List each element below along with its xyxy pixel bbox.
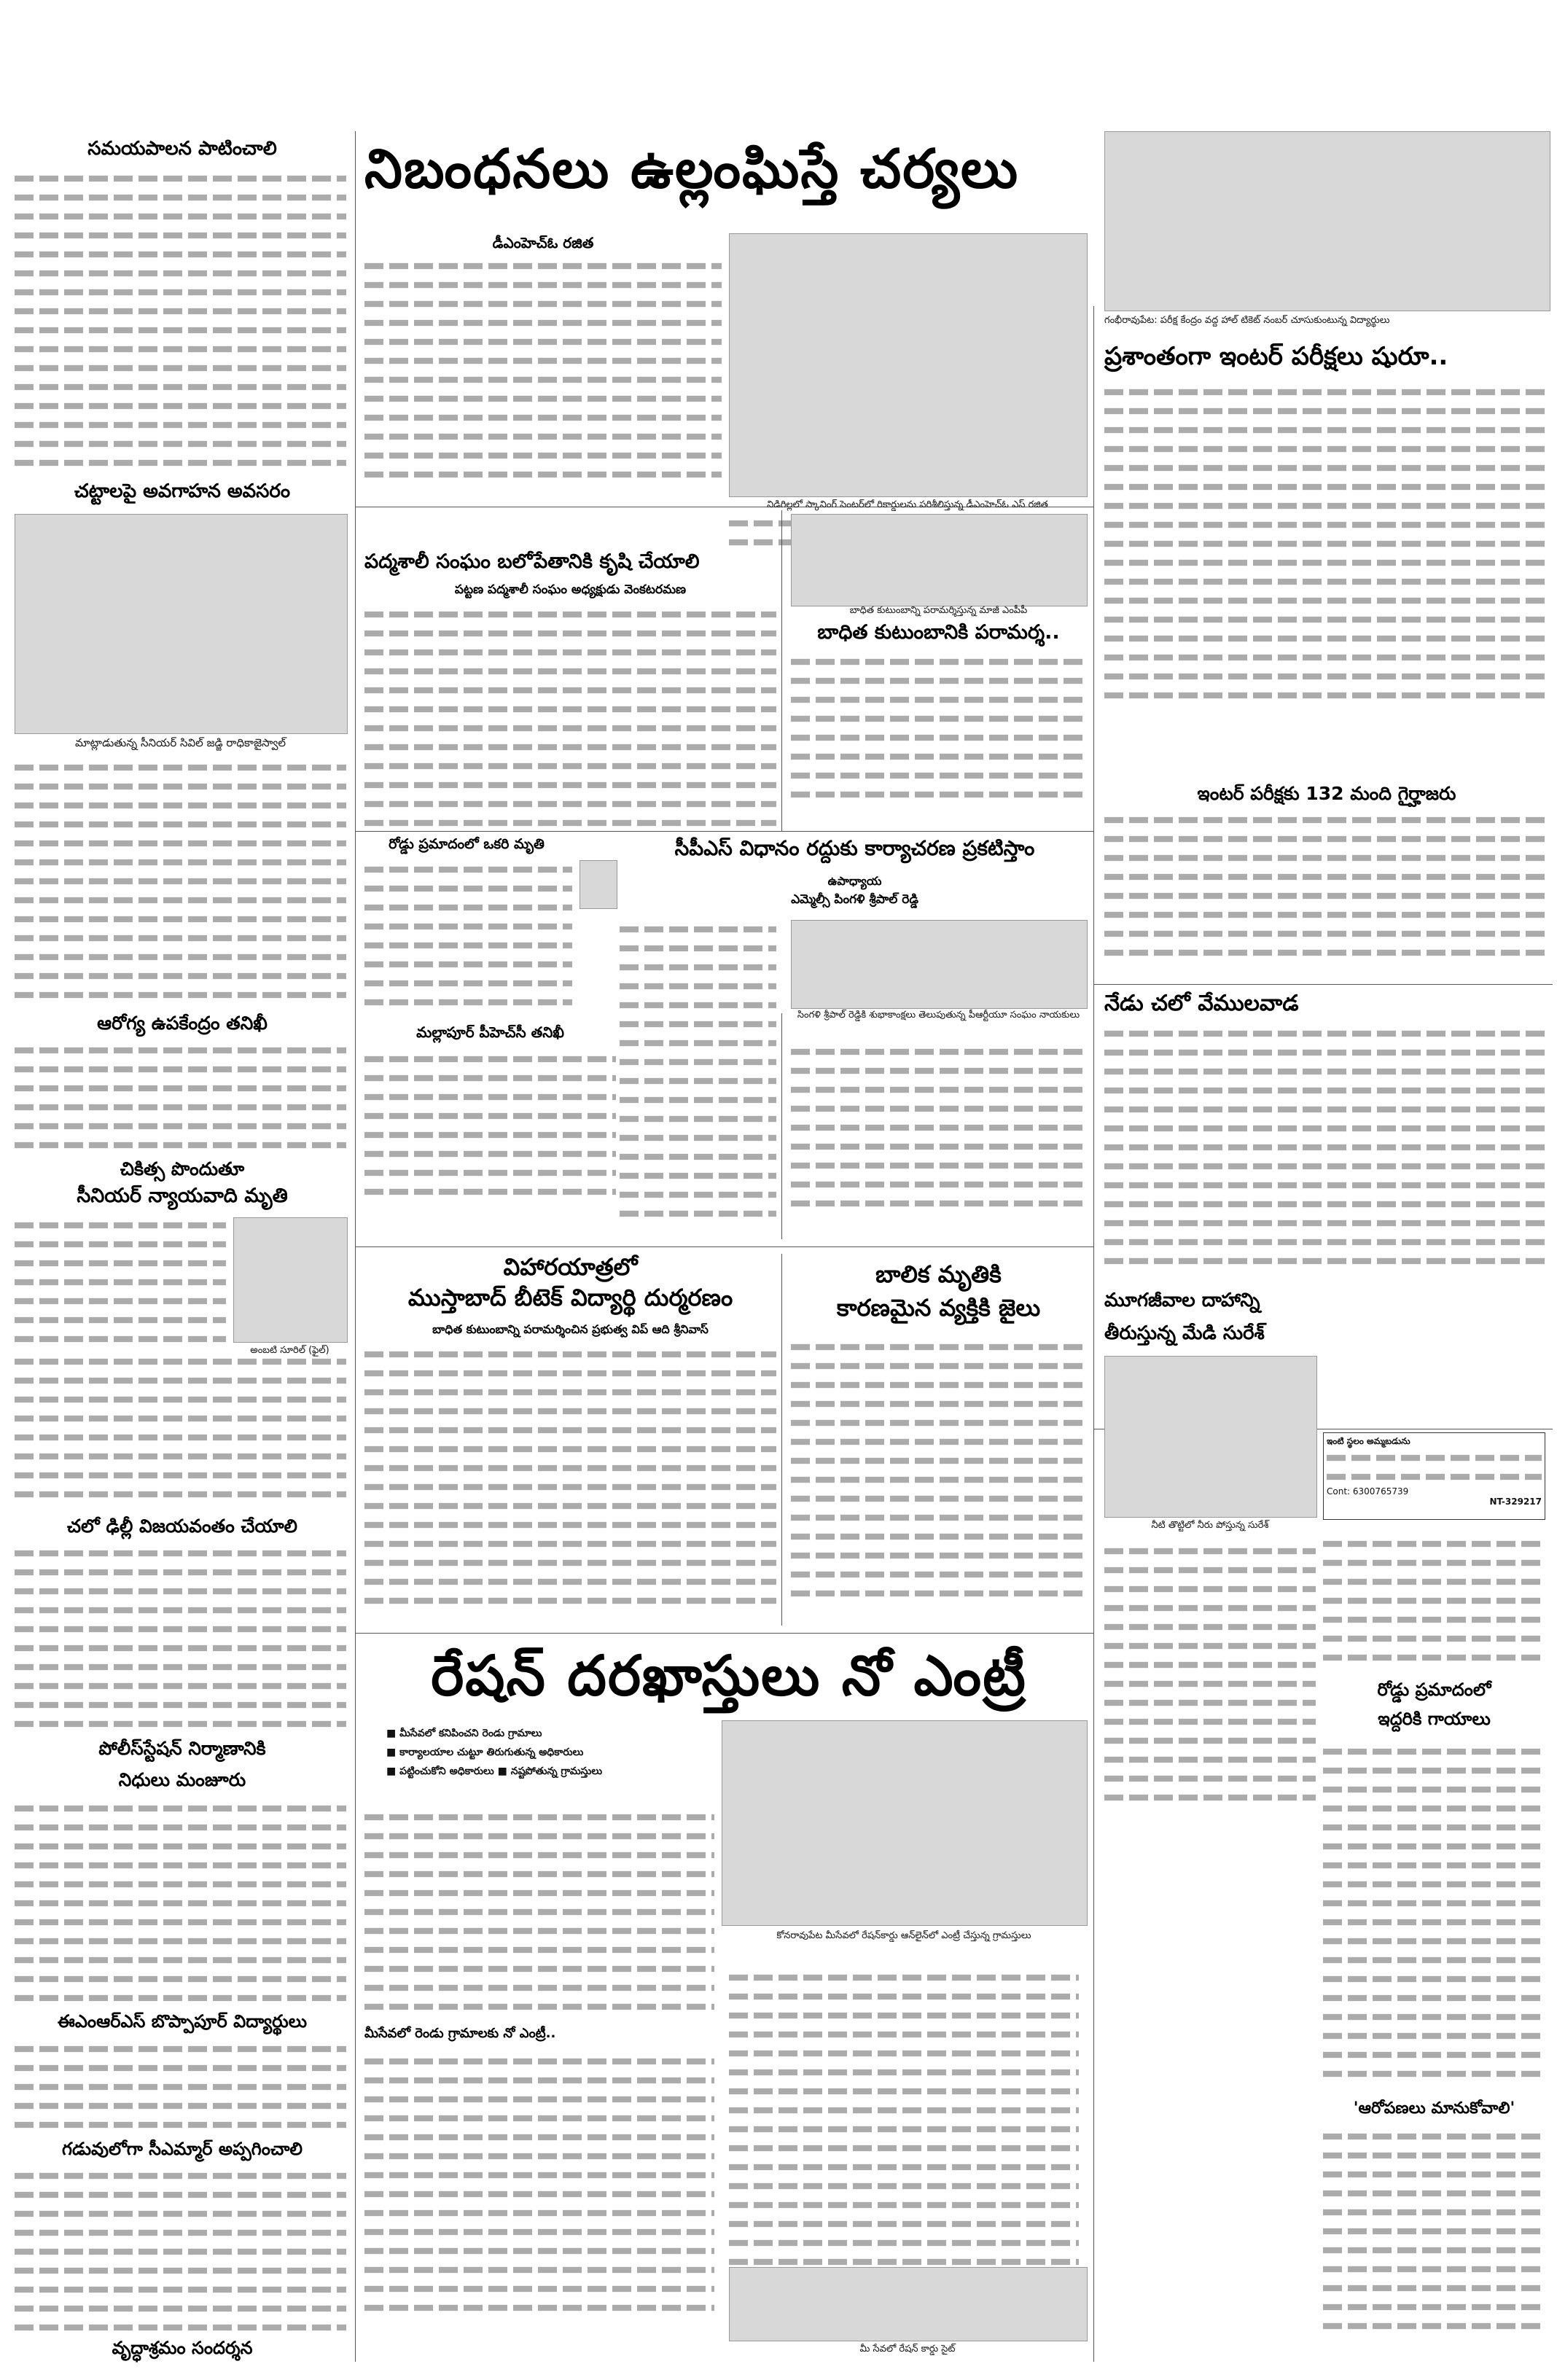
left-article-5 xyxy=(15,1544,346,1733)
padmashali-subhead: పట్టణ పద్మశాలీ సంఘం అధ్యక్షుడు వెంకటరమణ xyxy=(454,582,687,597)
column-divider xyxy=(781,1254,782,1626)
left-article-6 xyxy=(15,1799,346,2008)
family-article xyxy=(791,652,1086,804)
ration-headline: రేషన్ దరఖాస్తులు నో ఎంట్రీ xyxy=(431,1643,1027,1708)
girl-headline-2: కారణమైన వ్యక్తికి జైలు xyxy=(836,1294,1041,1322)
animals-article-cont xyxy=(1323,1534,1545,1667)
ad-title: ఇంటి స్థలం అమ్మబడును xyxy=(1327,1436,1410,1446)
injury-headline-1: రోడ్డు ప్రమాదంలో xyxy=(1377,1679,1491,1700)
vemulawada-article xyxy=(1104,1024,1549,1271)
lawyer-photo xyxy=(233,1217,348,1343)
family-photo-caption: బాధిత కుటుంబాన్ని పరామర్శిస్తున్న మాజీ ఎంపీపీ xyxy=(849,605,1028,616)
ration-bullets xyxy=(386,1724,707,1781)
road-headline: రోడ్డు ప్రమాదంలో ఒకరి మృతి xyxy=(389,836,545,852)
left-headline-8: గడువులోగా సీఎమ్మార్ అప్పగించాలి xyxy=(61,2139,303,2159)
exam-photo-caption: గంభీరావుపేట: పరీక్ష కేంద్రం వద్ద హాల్ టికెట్ నంబర్ చూసుకుంటున్న విద్యార్థులు xyxy=(1104,315,1390,326)
absent-article xyxy=(1104,811,1549,962)
cps-subhead-2: ఎమ్మెల్సీ పింగళి శ్రీపాల్ రెడ్డి xyxy=(791,892,918,907)
left-headline-3: ఆరోగ్య ఉపకేంద్రం తనిఖీ xyxy=(97,1013,268,1034)
ration-subhead: మీసేవలో రెండు గ్రామాలకు నో ఎంట్రీ.. xyxy=(364,2026,556,2041)
main-photo-caption: నిడిగిల్లలో స్కానింగ్ సెంటర్‌లో రికార్డులను పరిశీలిస్తున్న డీఎంహెచ్‌ఓ ఎస్ రజిత xyxy=(767,499,1048,510)
vemulawada-headline: నేడు చలో వేములవాడ xyxy=(1104,991,1299,1016)
tour-subhead: బాధిత కుటుంబాన్ని పరామర్శించిన ప్రభుత్వ విప్ ఆది శ్రీనివాస్ xyxy=(432,1322,709,1336)
ration-article-col2 xyxy=(729,1968,1079,2271)
ration-bullet: ■ మీసేవలో కనిపించని రెండు గ్రామాలు xyxy=(386,1728,542,1739)
padmashali-article xyxy=(364,605,776,832)
column-divider xyxy=(1093,306,1094,2362)
lawyer-photo-caption: అంబటి సూరిల్ (ఫైల్) xyxy=(250,1345,329,1356)
phc-article xyxy=(364,1050,616,1201)
absent-headline: ఇంటర్ పరీక్షకు 132 మంది గైర్హాజరు xyxy=(1197,783,1456,804)
ration-bullet: ■ కార్యాలయాల చుట్టూ తిరుగుతున్న అధికారులు xyxy=(386,1747,584,1758)
left-article-1 xyxy=(15,169,346,472)
cps-headline: సీపీఎస్ విధానం రద్దుకు కార్యాచరణ ప్రకటిస్తాం xyxy=(674,836,1035,860)
left-headline-4b: సీనియర్ న్యాయవాది మృతి xyxy=(77,1185,288,1207)
ration-photo-2 xyxy=(729,2267,1088,2341)
injury-headline-2: ఇద్దరికి గాయాలు xyxy=(1378,1709,1491,1729)
tank-photo-caption: నీటి తొట్టిలో నీరు పోస్తున్న సురేశ్ xyxy=(1151,1520,1269,1531)
allegations-article xyxy=(1323,2127,1545,2336)
left-article-7 xyxy=(15,2040,346,2134)
section-divider xyxy=(1093,984,1553,985)
girl-article xyxy=(791,1338,1086,1603)
left-headline-9: వృద్ధాశ్రమం సందర్శన xyxy=(112,2338,253,2358)
family-photo xyxy=(791,514,1088,606)
main-photo xyxy=(729,233,1088,497)
left-headline-4a: చికిత్స పొందుతూ xyxy=(120,1158,245,1179)
left-article-2 xyxy=(15,758,346,1004)
left-headline-6b: నిధులు మంజూరు xyxy=(118,1769,246,1790)
left-article-8 xyxy=(15,2166,346,2337)
exam-headline: ప్రశాంతంగా ఇంటర్ పరీక్షలు షురూ.. xyxy=(1104,342,1448,371)
cps-article xyxy=(620,920,776,1223)
left-article-3 xyxy=(15,1041,346,1155)
tour-headline-2: ముస్తాబాద్ బీటెక్ విద్యార్థి దుర్మరణం xyxy=(407,1284,733,1311)
section-divider xyxy=(355,1246,1093,1247)
column-divider xyxy=(781,1013,782,1239)
allegations-headline: 'ఆరోపణలు మానుకోవాలి' xyxy=(1353,2099,1515,2118)
exam-article xyxy=(1104,383,1549,705)
main-byline: డీఎంహెచ్‌ఓ రజిత xyxy=(492,234,594,251)
ration-article xyxy=(364,1808,714,2016)
victim-photo xyxy=(580,860,617,909)
left-article-4-cont xyxy=(15,1352,346,1504)
exam-photo xyxy=(1104,131,1550,311)
ad-contact: Cont: 6300765739 xyxy=(1327,1486,1409,1497)
injury-article xyxy=(1323,1742,1545,2083)
main-article xyxy=(364,257,722,484)
left-headline-5: చలో ఢిల్లీ విజయవంతం చేయాలి xyxy=(67,1515,297,1537)
main-headline: నిబంధనలు ఉల్లంఘిస్తే చర్యలు xyxy=(364,138,1020,200)
family-headline: బాధిత కుటుంబానికి పరామర్శ.. xyxy=(817,621,1060,644)
ration-article-cont xyxy=(364,2052,714,2317)
cps-subhead-1: ఉపాధ్యాయ xyxy=(827,874,882,888)
court-photo xyxy=(15,514,348,734)
cps-article-cont xyxy=(791,1042,1086,1213)
ration-photo-1 xyxy=(722,1720,1088,1926)
ration-photo-1-caption: కోనరావుపేట మీసేవలో రేషన్‌కార్డు ఆన్‌లైన్‌లో ఎంట్రీ చేస్తున్న గ్రామస్తులు xyxy=(776,1930,1031,1941)
tour-article xyxy=(364,1345,776,1610)
animals-headline-1: మూగజీవాల దాహాన్ని xyxy=(1104,1290,1260,1311)
animals-headline-2: తీరుస్తున్న మేడి సురేశ్ xyxy=(1104,1322,1265,1344)
tank-photo xyxy=(1104,1356,1317,1518)
left-headline-7: ఈఎంఆర్ఎస్ బొప్పాపూర్ విద్యార్థులు xyxy=(57,2011,308,2032)
phc-headline: మల్లాపూర్ పీహెచ్‌సీ తనిఖీ xyxy=(416,1023,564,1041)
section-divider xyxy=(355,1633,1093,1634)
left-article-4 xyxy=(15,1216,226,1349)
ad-code: NT-329217 xyxy=(1489,1497,1542,1507)
column-divider xyxy=(781,510,782,831)
girl-headline-1: బాలిక మృతికి xyxy=(875,1260,1002,1288)
padmashali-headline: పద్మశాలీ సంఘం బలోపేతానికి కృషి చేయాలి xyxy=(364,550,700,573)
animals-article xyxy=(1104,1542,1316,1807)
classified-ad xyxy=(1323,1432,1545,1520)
road-article xyxy=(364,860,572,1012)
ration-bullet: ■ పట్టించుకోని అధికారులు ■ నష్టపోతున్న గ్రామస్తులు xyxy=(386,1766,603,1777)
felicitation-photo xyxy=(791,920,1088,1009)
felicitation-photo-caption: సింగళి శ్రీపాల్ రెడ్డికి శుభాకాంక్షలు తెలుపుతున్న పీఆర్టీయూ సంఘం నాయకులు xyxy=(797,1010,1080,1021)
ration-photo-2-caption: మీ సేవలో రేషన్ కార్డు సైట్ xyxy=(859,2344,956,2354)
left-headline-2: చట్టాలపై అవగాహన అవసరం xyxy=(74,480,291,502)
court-photo-caption: మాట్లాడుతున్న సీనియర్ సివిల్ జడ్జి రాధికాజైస్వాల్ xyxy=(74,736,286,749)
left-headline-6a: పోలీస్‌స్టేషన్ నిర్మాణానికి xyxy=(98,1738,266,1759)
left-headline-1: సమయపాలన పాటించాలి xyxy=(87,138,277,160)
tour-headline-1: విహారయాత్రలో xyxy=(503,1253,638,1281)
